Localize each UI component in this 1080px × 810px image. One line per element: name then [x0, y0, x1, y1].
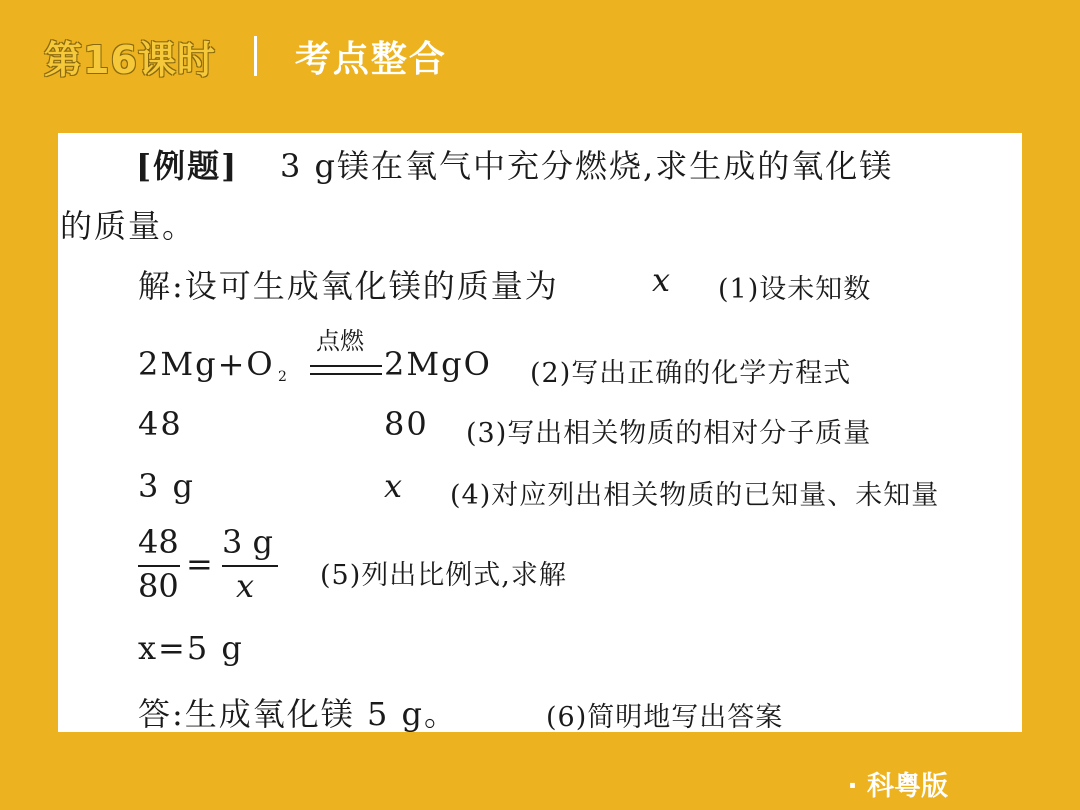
lesson-title: 第16课时 — [44, 37, 216, 82]
final-answer: 答:生成氧化镁 5 g。 — [138, 695, 458, 733]
note-step-4: (4)对应列出相关物质的已知量、未知量 — [450, 480, 940, 511]
fraction-left-denominator: 80 — [138, 567, 179, 605]
fraction-left-numerator: 48 — [138, 523, 179, 561]
unknown-variable: x — [652, 261, 673, 299]
header-divider — [254, 36, 257, 76]
reaction-condition: 点燃 — [316, 327, 364, 355]
example-panel — [58, 133, 1022, 732]
relative-mass-mg: 48 — [138, 405, 183, 443]
question-line-2: 的质量。 — [60, 207, 197, 245]
equation-product: 2MgO — [384, 345, 492, 383]
equation-double-line-bottom — [310, 373, 382, 375]
example-label: [例题] — [136, 147, 239, 185]
fraction-right-numerator: 3 g — [222, 523, 274, 561]
note-step-2: (2)写出正确的化学方程式 — [530, 358, 852, 389]
proportion-equals: = — [186, 545, 215, 583]
equation-reactants: 2Mg+O — [138, 345, 275, 383]
note-step-6: (6)简明地写出答案 — [546, 702, 784, 733]
solution-result: x=5 g — [138, 629, 244, 667]
note-step-3: (3)写出相关物质的相对分子质量 — [466, 418, 872, 449]
relative-mass-mgo: 80 — [384, 405, 429, 443]
known-mass: 3 g — [138, 467, 196, 505]
solution-setup: 解:设可生成氧化镁的质量为 — [138, 267, 559, 305]
slide-header — [44, 26, 447, 86]
question-line-1: 3 g镁在氧气中充分燃烧,求生成的氧化镁 — [280, 147, 894, 185]
unknown-mass: x — [384, 467, 405, 505]
fraction-right-denominator: x — [236, 567, 255, 605]
section-title: 考点整合 — [294, 38, 447, 80]
edition-label: · 科粤版 — [847, 771, 948, 802]
o2-subscript: 2 — [278, 369, 287, 385]
note-step-1: (1)设未知数 — [718, 274, 872, 305]
equation-double-line-top — [310, 365, 382, 367]
note-step-5: (5)列出比例式,求解 — [320, 560, 567, 591]
